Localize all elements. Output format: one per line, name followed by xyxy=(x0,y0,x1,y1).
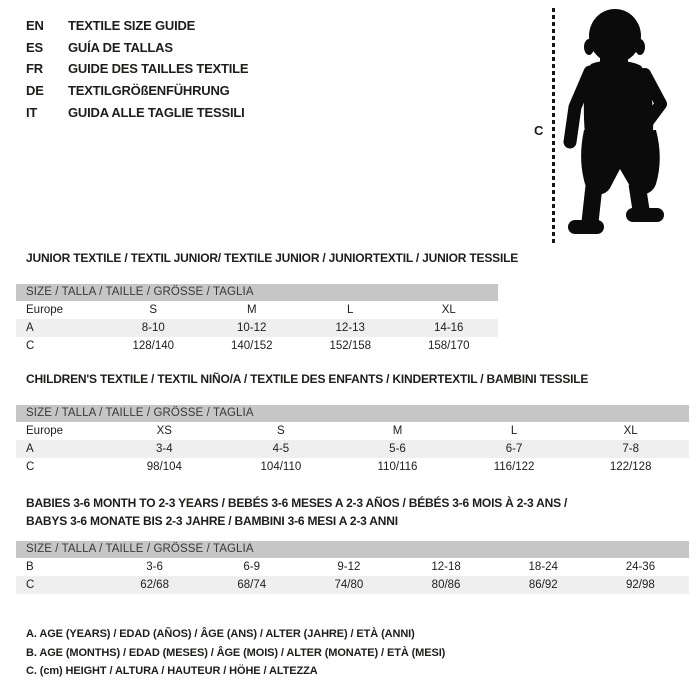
row-label: Europe xyxy=(26,425,64,437)
size-cell: 128/140 xyxy=(132,340,175,352)
row-label: C xyxy=(26,340,35,352)
size-cell: 122/128 xyxy=(609,461,652,473)
size-cell: 12-13 xyxy=(335,322,365,334)
section-heading-line: CHILDREN'S TEXTILE / TEXTIL NIÑO/A / TEXTILE DES ENFANTS / KINDERTEXTIL / BAMBINI TESSILE xyxy=(26,372,589,386)
size-cell: 7-8 xyxy=(622,443,639,455)
language-title-list xyxy=(26,15,248,123)
size-cell: L xyxy=(510,425,518,437)
size-cell: M xyxy=(392,425,403,437)
table-row xyxy=(16,558,689,576)
size-cell: 62/68 xyxy=(140,579,169,591)
table-row xyxy=(16,458,689,476)
language-title: GUIDA ALLE TAGLIE TESSILI xyxy=(68,104,245,120)
note-line-c: C. (cm) HEIGHT / ALTURA / HAUTEUR / HÖHE / ALTEZZA xyxy=(26,665,318,677)
table-row xyxy=(16,301,498,319)
language-row xyxy=(26,15,248,37)
size-cell: S xyxy=(149,304,158,316)
size-cell: 8-10 xyxy=(141,322,165,334)
size-cell: L xyxy=(347,304,354,316)
size-cell: 104/110 xyxy=(260,461,302,473)
size-cell: 6-7 xyxy=(505,443,523,455)
size-cell: 92/98 xyxy=(626,579,655,591)
legend-notes xyxy=(26,625,445,681)
language-code: DE xyxy=(26,83,44,99)
language-row xyxy=(26,37,248,59)
language-code: EN xyxy=(26,18,44,34)
measure-label-c: C xyxy=(534,123,544,138)
row-label: A xyxy=(26,322,34,334)
note-line-a: A. AGE (YEARS) / EDAD (AÑOS) / ÂGE (ANS) / ALTER (JAHRE) / ETÀ (ANNI) xyxy=(26,628,415,640)
table-row xyxy=(16,576,689,594)
table-header-bar: SIZE / TALLA / TAILLE / GRÖSSE / TAGLIA xyxy=(16,541,689,558)
section-heading-children xyxy=(26,370,588,388)
row-label: C xyxy=(26,461,35,473)
size-cell: 10-12 xyxy=(237,322,267,334)
size-cell: 74/80 xyxy=(334,579,364,591)
height-measure-dashed-line xyxy=(552,8,555,244)
size-cell: 152/158 xyxy=(329,340,372,352)
size-cell: 3-6 xyxy=(146,561,163,573)
section-heading-junior xyxy=(26,249,518,267)
measurement-figure xyxy=(528,2,700,252)
language-row xyxy=(26,80,248,102)
language-row xyxy=(26,101,248,123)
size-cell: 140/152 xyxy=(230,340,273,352)
size-cell: 3-4 xyxy=(155,443,173,455)
language-title: TEXTILE SIZE GUIDE xyxy=(68,18,196,34)
size-cell: 6-9 xyxy=(243,561,261,573)
language-code: FR xyxy=(26,61,43,77)
language-code: ES xyxy=(26,39,43,55)
language-code: IT xyxy=(26,104,38,120)
table-row xyxy=(16,440,689,458)
size-cell: 116/122 xyxy=(493,461,535,473)
section-heading-babies xyxy=(26,494,567,530)
row-label: C xyxy=(26,579,35,591)
size-cell: XS xyxy=(156,425,172,437)
table-row xyxy=(16,337,498,355)
babies-size-table xyxy=(16,541,689,594)
size-cell: XL xyxy=(441,304,456,316)
table-header-bar: SIZE / TALLA / TAILLE / GRÖSSE / TAGLIA xyxy=(16,284,498,301)
size-cell: 4-5 xyxy=(272,443,290,455)
language-row xyxy=(26,58,248,80)
note-line-b: B. AGE (MONTHS) / EDAD (MESES) / ÂGE (MOIS) / ALTER (MONATE) / ETÀ (MESI) xyxy=(26,646,446,659)
junior-size-table xyxy=(16,284,498,355)
size-cell: S xyxy=(277,425,285,437)
size-cell: 86/92 xyxy=(528,579,558,591)
row-label: A xyxy=(26,443,34,455)
table-row xyxy=(16,319,498,337)
section-heading-line: BABIES 3-6 MONTH TO 2-3 YEARS / BEBÉS 3-6 MESES A 2-3 AÑOS / BÉBÉS 3-6 MOIS À 2-3 ANS / xyxy=(26,496,568,510)
size-cell: 12-18 xyxy=(431,561,461,573)
size-cell: 158/170 xyxy=(427,340,470,352)
language-title: TEXTILGRÖßENFÜHRUNG xyxy=(68,83,230,99)
size-cell: 110/116 xyxy=(377,461,418,473)
table-row xyxy=(16,422,689,440)
size-cell: 5-6 xyxy=(389,443,406,455)
size-cell: 68/74 xyxy=(237,579,267,591)
size-cell: 98/104 xyxy=(146,461,182,473)
children-size-table xyxy=(16,405,689,476)
section-heading-line: JUNIOR TEXTILE / TEXTIL JUNIOR/ TEXTILE JUNIOR / JUNIORTEXTIL / JUNIOR TESSILE xyxy=(26,251,519,265)
size-cell: 24-36 xyxy=(625,561,656,573)
size-cell: 18-24 xyxy=(528,561,558,573)
size-cell: 9-12 xyxy=(337,561,361,573)
size-cell: M xyxy=(246,304,257,316)
language-title: GUIDE DES TAILLES TEXTILE xyxy=(68,61,249,77)
section-heading-line: BABYS 3-6 MONATE BIS 2-3 JAHRE / BAMBINI 3-6 MESI A 2-3 ANNI xyxy=(26,514,398,528)
size-cell: XL xyxy=(623,425,638,437)
table-header-bar: SIZE / TALLA / TAILLE / GRÖSSE / TAGLIA xyxy=(16,405,689,422)
row-label: Europe xyxy=(26,304,64,316)
size-cell: 14-16 xyxy=(434,322,464,334)
toddler-silhouette-icon xyxy=(560,2,700,252)
size-cell: 80/86 xyxy=(431,579,461,591)
language-title: GUÍA DE TALLAS xyxy=(68,39,173,55)
row-label: B xyxy=(26,561,34,573)
